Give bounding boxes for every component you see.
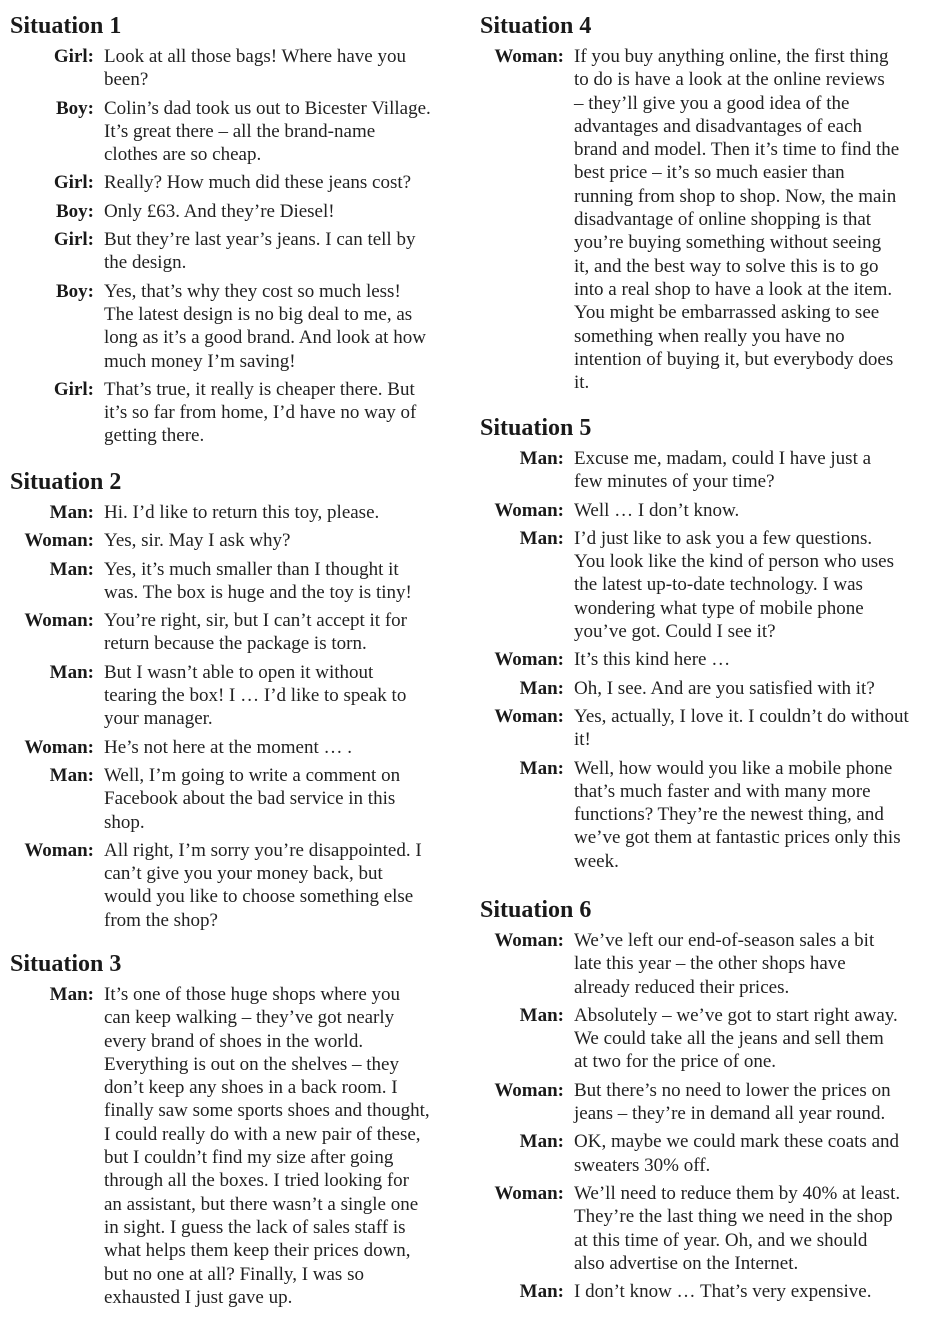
dialogue-line: It’s great there – all the brand-name: [104, 120, 376, 142]
dialogue-turn: [10, 501, 470, 524]
dialogue-line: late this year – the other shops have: [574, 953, 846, 975]
dialogue-line: Hi. I’d like to return this toy, please.: [104, 502, 380, 523]
speaker-label: Man:: [519, 677, 564, 699]
speaker-label: Man:: [49, 764, 94, 786]
speaker-label: Man:: [519, 1281, 564, 1303]
dialogue-text: [104, 378, 416, 448]
dialogue-line: best price – it’s so much easier than: [574, 162, 845, 184]
dialogue-line: every brand of shoes in the world.: [104, 1030, 364, 1052]
dialogue-line: I could really do with a new pair of these,: [104, 1123, 421, 1145]
dialogue-line: shop.: [104, 811, 145, 833]
dialogue-line: into a real shop to have a look at the item.: [574, 278, 893, 300]
speaker-label: Girl:: [53, 229, 94, 251]
dialogue-line: been?: [104, 69, 149, 91]
dialogue-line: We’ve left our end-of-season sales a bit: [574, 930, 875, 951]
dialogue-line: I’d just like to ask you a few questions.: [574, 527, 873, 549]
speaker-label: Man:: [519, 448, 564, 469]
dialogue-line: You might be embarrassed asking to see: [574, 302, 880, 324]
dialogue-line: We could take all the jeans and sell them: [574, 1028, 884, 1050]
dialogue-line: the design.: [104, 252, 187, 274]
dialogue-line: can keep walking – they’ve got nearly: [104, 1007, 395, 1029]
situation-title: Situation 1: [10, 13, 122, 39]
dialogue-line: already reduced their prices.: [574, 976, 790, 998]
dialogue-turn: [10, 609, 470, 656]
dialogue-line: can’t give you your money back, but: [104, 863, 383, 885]
dialogue-text: [574, 929, 874, 999]
dialogue-line: but I couldn’t find my size after going: [104, 1147, 394, 1169]
dialogue-text: [104, 736, 352, 759]
dialogue-line: at two for the price of one.: [574, 1051, 777, 1073]
dialogue-turn: [10, 983, 470, 1309]
situation-title: Situation 5: [480, 415, 592, 441]
dialogue-line: tearing the box! I … I’d like to speak to: [104, 685, 407, 707]
dialogue-turn: [10, 171, 470, 194]
situation-section: [480, 414, 940, 873]
speaker-label: Woman:: [24, 839, 94, 861]
dialogue-line: it!: [574, 729, 591, 751]
dialogue-turn: [480, 1182, 940, 1275]
dialogue-text: [104, 983, 430, 1309]
dialogue-text: [104, 839, 422, 932]
dialogue-line: The latest design is no big deal to me, as: [104, 303, 413, 325]
dialogue-text: [574, 648, 730, 671]
speaker-label: Woman:: [494, 705, 564, 727]
dialogue-line: – they’ll give you a good idea of the: [574, 92, 850, 114]
dialogue-line: few minutes of your time?: [574, 471, 775, 493]
dialogue-line: Absolutely – we’ve got to start right away.: [574, 1004, 898, 1026]
dialogue-line: an assistant, but there wasn’t a single one: [104, 1193, 419, 1215]
speaker-label: Woman:: [24, 736, 94, 758]
dialogue-text: [574, 1004, 898, 1074]
dialogue-line: clothes are so cheap.: [104, 144, 262, 166]
dialogue-turn: [10, 378, 470, 448]
dialogue-line: It’s one of those huge shops where you: [104, 984, 401, 1005]
dialogue-line: you’re buying something without seeing: [574, 232, 882, 254]
speaker-label: Woman:: [494, 499, 564, 521]
dialogue-line: Excuse me, madam, could I have just a: [574, 448, 872, 469]
dialogue-line: functions? They’re the newest thing, and: [574, 804, 884, 826]
dialogue-line: Well … I don’t know.: [574, 499, 740, 521]
dialogue-turn: [10, 661, 470, 731]
dialogue-line: Yes, sir. May I ask why?: [104, 530, 291, 552]
dialogue-line: to do is have a look at the online reviews: [574, 69, 885, 91]
dialogue-text: [104, 200, 335, 223]
dialogue-line: But I wasn’t able to open it without: [104, 661, 374, 683]
dialogue-text: [104, 558, 412, 605]
situation-title: Situation 4: [480, 13, 592, 39]
dialogue-text: [574, 1130, 899, 1177]
speaker-label: Man:: [49, 661, 94, 683]
dialogue-text: [574, 1280, 871, 1303]
speaker-label: Woman:: [494, 930, 564, 951]
dialogue-line: sweaters 30% off.: [574, 1154, 711, 1176]
dialogue-line: through all the boxes. I tried looking for: [104, 1170, 409, 1192]
dialogue-line: was. The box is huge and the toy is tiny!: [104, 581, 412, 603]
speaker-label: Girl:: [53, 378, 94, 400]
dialogue-line: at this time of year. Oh, and we should: [574, 1229, 868, 1251]
dialogue-line: intention of buying it, but everybody does: [574, 348, 894, 370]
speaker-label: Girl:: [53, 46, 94, 67]
dialogue-line: We’ll need to reduce them by 40% at least.: [574, 1182, 901, 1204]
speaker-label: Woman:: [494, 649, 564, 671]
speaker-label: Woman:: [24, 610, 94, 632]
dialogue-text: [104, 280, 426, 373]
dialogue-line: Yes, actually, I love it. I couldn’t do without: [574, 705, 909, 727]
speaker-label: Woman:: [494, 46, 564, 67]
dialogue-turn: [480, 705, 940, 752]
speaker-label: Woman:: [494, 1182, 564, 1204]
dialogue-turn: [10, 839, 470, 932]
dialogue-line: it, and the best way to solve this is to go: [574, 255, 879, 277]
dialogue-turn: [480, 1004, 940, 1074]
dialogue-text: [104, 501, 379, 524]
dialogue-text: [104, 97, 431, 167]
dialogue-line: But there’s no need to lower the prices on: [574, 1079, 891, 1101]
dialogue-line: If you buy anything online, the first thing: [574, 46, 889, 67]
dialogue-line: disadvantage of online shopping is that: [574, 209, 872, 231]
dialogue-line: would you like to choose something else: [104, 886, 414, 908]
dialogue-turn: [10, 45, 470, 92]
dialogue-text: [574, 45, 899, 394]
dialogue-turn: [480, 677, 940, 700]
dialogue-line: that’s much faster and with many more: [574, 780, 871, 802]
dialogue-line: Well, how would you like a mobile phone: [574, 757, 893, 779]
dialogue-line: Colin’s dad took us out to Bicester Village.: [104, 97, 431, 119]
dialogue-line: wondering what type of mobile phone: [574, 597, 864, 619]
dialogue-line: But they’re last year’s jeans. I can tell by: [104, 229, 416, 251]
dialogue-text: [574, 527, 894, 643]
situation-section: [10, 468, 470, 932]
dialogue-line: also advertise on the Internet.: [574, 1252, 799, 1274]
speaker-label: Woman:: [24, 530, 94, 552]
dialogue-text: [574, 677, 875, 700]
dialogue-line: but no one at all? Finally, I was so: [104, 1263, 364, 1285]
dialogue-text: [574, 447, 871, 494]
dialogue-line: finally saw some sports shoes and thought,: [104, 1100, 430, 1122]
dialogue-turn: [480, 757, 940, 873]
dialogue-line: something when really you have no: [574, 325, 845, 347]
dialogue-line: it.: [574, 372, 590, 394]
situation-section: [10, 12, 470, 448]
dialogue-turn: [480, 648, 940, 671]
dialogue-turn: [480, 1130, 940, 1177]
dialogue-line: He’s not here at the moment … .: [104, 736, 352, 758]
dialogue-turn: [10, 558, 470, 605]
speaker-label: Man:: [49, 502, 94, 523]
dialogue-line: Yes, that’s why they cost so much less!: [104, 280, 401, 302]
dialogue-turn: [480, 447, 940, 494]
dialogue-line: That’s true, it really is cheaper there. But: [104, 378, 415, 400]
speaker-label: Man:: [49, 558, 94, 580]
dialogue-turn: [480, 1280, 940, 1303]
dialogue-text: [104, 661, 406, 731]
speaker-label: Boy:: [56, 280, 94, 302]
dialogue-turn: [480, 499, 940, 522]
situation-section: [10, 950, 470, 1309]
dialogue-line: the latest up-to-date technology. I was: [574, 574, 863, 596]
speaker-label: Girl:: [53, 172, 94, 194]
dialogue-line: You’re right, sir, but I can’t accept it for: [104, 610, 407, 632]
dialogue-turn: [10, 97, 470, 167]
dialogue-text: [104, 171, 411, 194]
dialogue-line: Facebook about the bad service in this: [104, 788, 396, 810]
dialogue-line: getting there.: [104, 425, 205, 447]
dialogue-line: It’s this kind here …: [574, 649, 731, 671]
situation-section: [480, 896, 940, 1303]
dialogue-line: exhausted I just gave up.: [104, 1286, 293, 1308]
dialogue-line: your manager.: [104, 708, 213, 730]
speaker-label: Boy:: [56, 200, 94, 222]
dialogue-turn: [480, 527, 940, 643]
dialogue-text: [104, 764, 400, 834]
dialogue-turn: [480, 929, 940, 999]
dialogue-line: from the shop?: [104, 909, 218, 931]
dialogue-line: All right, I’m sorry you’re disappointed. I: [104, 839, 422, 861]
dialogue-line: Everything is out on the shelves – they: [104, 1053, 399, 1075]
dialogue-text: [574, 705, 909, 752]
dialogue-line: you’ve got. Could I see it?: [574, 621, 776, 643]
dialogue-line: brand and model. Then it’s time to find the: [574, 139, 900, 161]
dialogue-text: [574, 1079, 891, 1126]
dialogue-line: much money I’m saving!: [104, 350, 296, 372]
dialogue-turn: [10, 200, 470, 223]
dialogue-line: Oh, I see. And are you satisfied with it?: [574, 677, 875, 699]
dialogue-text: [104, 45, 406, 92]
dialogue-line: week.: [574, 850, 619, 872]
dialogue-line: Yes, it’s much smaller than I thought it: [104, 558, 399, 580]
dialogue-line: advantages and disadvantages of each: [574, 115, 863, 137]
dialogue-text: [104, 228, 415, 275]
speaker-label: Man:: [519, 757, 564, 779]
situation-title: Situation 3: [10, 951, 122, 977]
dialogue-line: OK, maybe we could mark these coats and: [574, 1131, 900, 1153]
dialogue-turn: [10, 280, 470, 373]
speaker-label: Man:: [519, 527, 564, 549]
dialogue-turn: [10, 736, 470, 759]
situation-section: [480, 12, 940, 394]
speaker-label: Man:: [519, 1131, 564, 1153]
dialogue-turn: [480, 45, 940, 394]
dialogue-turn: [480, 1079, 940, 1126]
dialogue-text: [104, 529, 290, 552]
dialogue-line: They’re the last thing we need in the shop: [574, 1206, 893, 1228]
speaker-label: Man:: [49, 984, 94, 1005]
dialogue-line: in sight. I guess the lack of sales staff is: [104, 1216, 406, 1238]
speaker-label: Woman:: [494, 1079, 564, 1101]
dialogue-line: we’ve got them at fantastic prices only this: [574, 827, 901, 849]
dialogue-text: [574, 757, 901, 873]
dialogue-line: Well, I’m going to write a comment on: [104, 764, 401, 786]
situation-title: Situation 6: [480, 897, 592, 923]
dialogue-text: [104, 609, 407, 656]
speaker-label: Boy:: [56, 97, 94, 119]
dialogue-line: jeans – they’re in demand all year round.: [574, 1103, 886, 1125]
dialogue-text: [574, 499, 739, 522]
dialogue-line: Look at all those bags! Where have you: [104, 46, 406, 67]
dialogue-line: what helps them keep their prices down,: [104, 1240, 411, 1262]
dialogue-line: Only £63. And they’re Diesel!: [104, 200, 335, 222]
dialogue-line: You look like the kind of person who uses: [574, 551, 895, 573]
dialogue-line: running from shop to shop. Now, the main: [574, 185, 897, 207]
dialogue-line: long as it’s a good brand. And look at how: [104, 327, 426, 349]
dialogue-line: return because the package is torn.: [104, 633, 367, 655]
dialogue-turn: [10, 764, 470, 834]
dialogue-turn: [10, 228, 470, 275]
dialogue-turn: [10, 529, 470, 552]
dialogue-line: Really? How much did these jeans cost?: [104, 172, 412, 194]
dialogue-line: I don’t know … That’s very expensive.: [574, 1281, 872, 1303]
speaker-label: Man:: [519, 1004, 564, 1026]
dialogue-text: [574, 1182, 900, 1275]
dialogue-line: don’t keep any shoes in a back room. I: [104, 1077, 398, 1099]
dialogue-line: it’s so far from home, I’d have no way of: [104, 402, 417, 424]
situation-title: Situation 2: [10, 469, 122, 495]
